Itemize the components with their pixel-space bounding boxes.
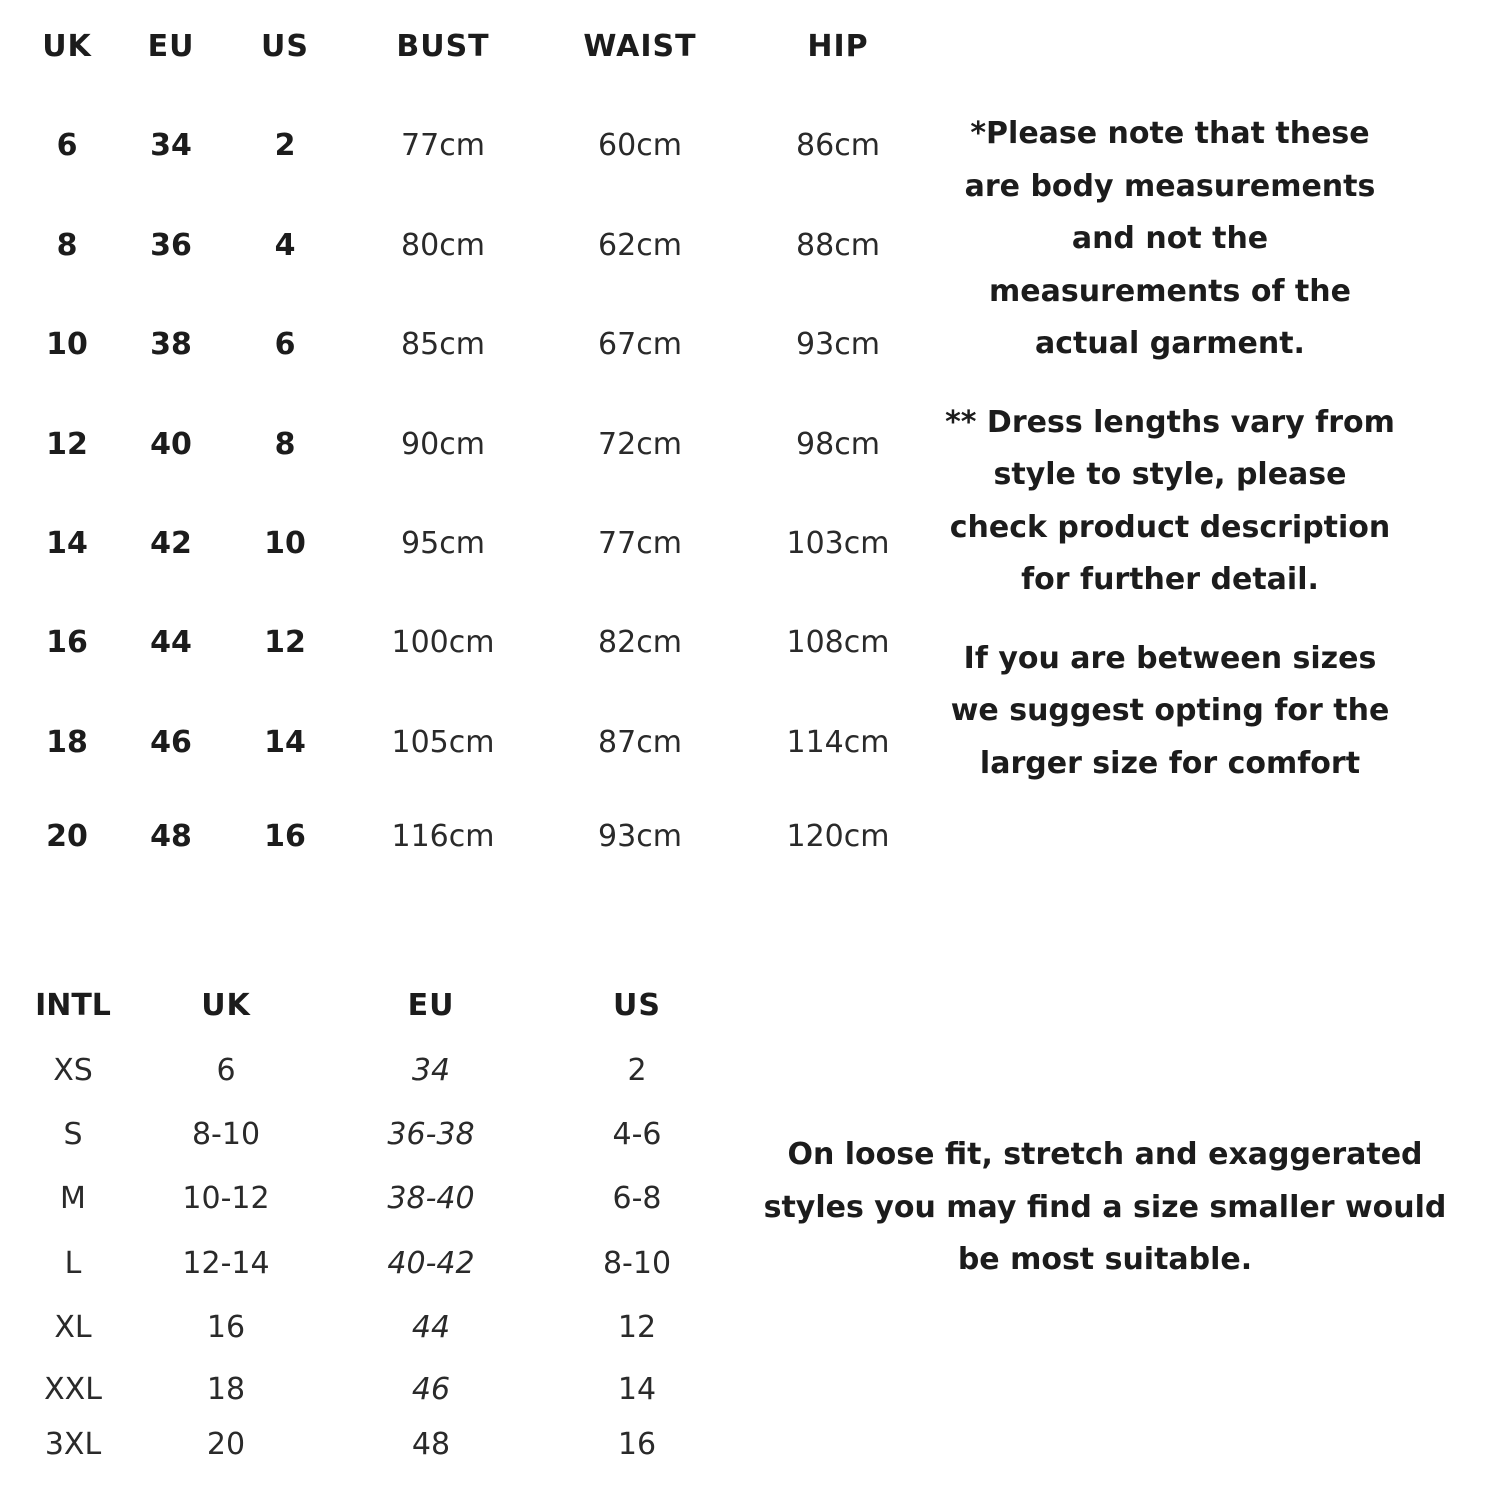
table-cell: 8 [274,427,296,462]
table-cell: 40-42 [387,1246,475,1281]
header-waist: WAIST [583,29,697,64]
table-cell: 14 [264,725,306,760]
header-eu: EU [407,988,455,1023]
table-cell: 2 [627,1053,647,1088]
table-cell: 16 [264,819,306,854]
table-cell: 12 [617,1310,657,1345]
table-cell: 34 [150,128,192,163]
table-cell: 14 [617,1372,657,1407]
table-cell: L [64,1246,82,1281]
table-cell: 46 [411,1372,451,1407]
table-cell: 108cm [786,625,890,660]
table-cell: 103cm [786,526,890,561]
table-cell: XS [53,1053,93,1088]
table-cell: 42 [150,526,192,561]
table-cell: 6 [56,128,78,163]
table-cell: 60cm [598,128,682,163]
header-eu: EU [147,29,195,64]
table-cell: 16 [206,1310,246,1345]
header-us: US [261,29,309,64]
table-cell: 105cm [391,725,495,760]
table-cell: 44 [150,625,192,660]
loose-fit-note: On loose fit, stretch and exaggerated styles you may find a size smaller would be most suitable. [763,1137,1447,1277]
table-cell: 72cm [598,427,682,462]
table-cell: 6-8 [612,1181,662,1216]
loose-fit-note-block [740,1129,1470,1287]
table-cell: 90cm [401,427,485,462]
table-cell: 67cm [598,327,682,362]
table-cell: 88cm [796,228,880,263]
table-cell: 10 [264,526,306,561]
table-cell: 10-12 [182,1181,270,1216]
table-cell: 4 [274,228,296,263]
table-cell: 44 [411,1310,451,1345]
table-cell: 80cm [401,228,485,263]
body-measurements-note: *Please note that these are body measurements and not the measurements of the actual garment. [964,116,1376,361]
table-cell: 8 [56,228,78,263]
table-cell: 77cm [598,526,682,561]
table-cell: 48 [411,1427,451,1462]
table-cell: 12-14 [182,1246,270,1281]
table-cell: M [60,1181,86,1216]
table-cell: 46 [150,725,192,760]
table-cell: 114cm [786,725,890,760]
table-cell: 3XL [44,1427,102,1462]
table-cell: 10 [46,327,88,362]
table-cell: 12 [264,625,306,660]
table-cell: 85cm [401,327,485,362]
between-sizes-note: If you are between sizes we suggest opting for the larger size for comfort [950,640,1390,781]
table-cell: XL [54,1310,92,1345]
table-cell: 4-6 [612,1117,662,1152]
table-cell: XXL [44,1372,102,1407]
table-cell: 82cm [598,625,682,660]
table-cell: 98cm [796,427,880,462]
table-cell: 48 [150,819,192,854]
table-cell: 6 [216,1053,236,1088]
header-hip: HIP [807,29,869,64]
table-cell: 20 [206,1427,246,1462]
size-notes [945,108,1395,790]
table-cell: 116cm [391,819,495,854]
table-cell: 8-10 [191,1117,261,1152]
table-cell: 100cm [391,625,495,660]
table-cell: 36-38 [387,1117,475,1152]
table-cell: 86cm [796,128,880,163]
table-cell: 36 [150,228,192,263]
table-cell: 93cm [796,327,880,362]
header-us: US [613,988,661,1023]
table-cell: 38 [150,327,192,362]
table-cell: 14 [46,526,88,561]
header-intl: INTL [35,988,111,1023]
table-cell: 8-10 [602,1246,672,1281]
table-cell: 40 [150,427,192,462]
table-cell: S [63,1117,83,1152]
table-cell: 18 [206,1372,246,1407]
table-cell: 18 [46,725,88,760]
table-cell: 16 [617,1427,657,1462]
table-cell: 12 [46,427,88,462]
table-cell: 2 [274,128,296,163]
table-cell: 120cm [786,819,890,854]
table-cell: 95cm [401,526,485,561]
header-uk: UK [42,29,92,64]
table-cell: 87cm [598,725,682,760]
table-cell: 6 [274,327,296,362]
table-cell: 93cm [598,819,682,854]
header-uk: UK [201,988,251,1023]
table-cell: 20 [46,819,88,854]
table-cell: 77cm [401,128,485,163]
table-cell: 38-40 [387,1181,475,1216]
table-cell: 62cm [598,228,682,263]
table-cell: 34 [411,1053,451,1088]
header-bust: BUST [396,29,490,64]
dress-lengths-note: ** Dress lengths vary from style to style, please check product description for further detail. [945,404,1395,597]
table-cell: 16 [46,625,88,660]
